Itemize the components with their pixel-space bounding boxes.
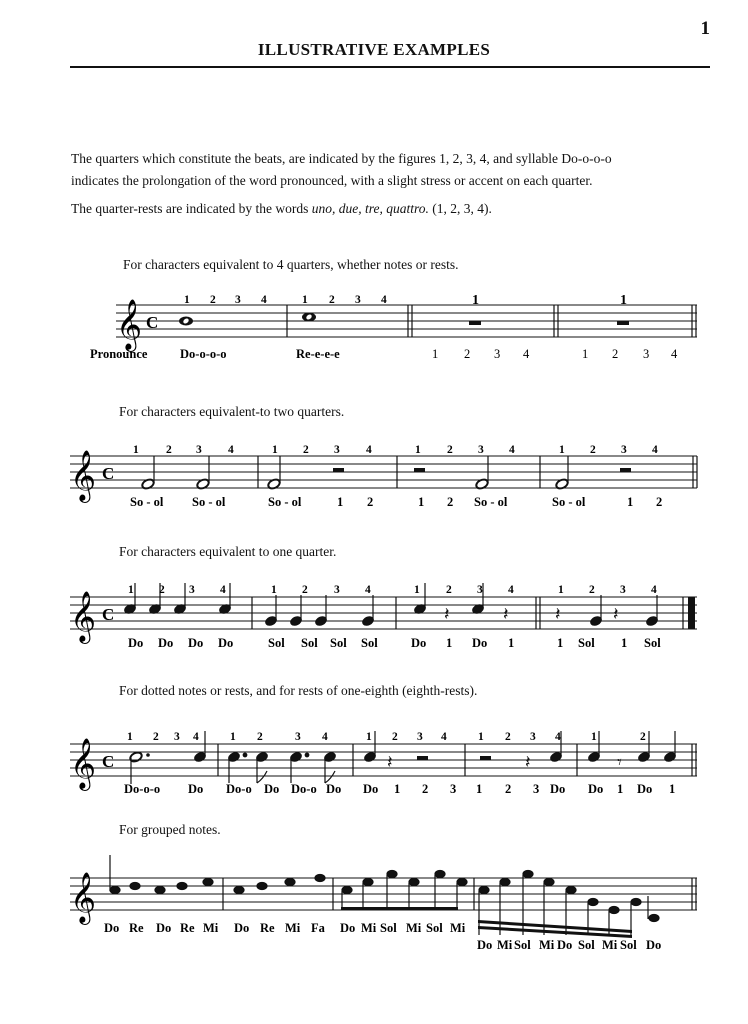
- beat-count: 4: [261, 294, 267, 306]
- syllable: So - ol: [130, 495, 164, 509]
- syllable: 1: [627, 495, 634, 509]
- staff-lines: [70, 597, 697, 629]
- beat-count: 1: [559, 444, 565, 456]
- staff-lines: [70, 456, 697, 488]
- beat-count: 2: [329, 294, 335, 306]
- syllable: Do: [340, 921, 356, 935]
- syllable: Do: [550, 782, 566, 796]
- quarter-rest-icon: 𝄽: [525, 752, 531, 772]
- syllable: Do: [477, 938, 493, 952]
- heading-rule: [70, 66, 710, 68]
- rests-text-prefix: The quarter-rests are indicated by the words: [71, 201, 312, 216]
- half-rest: [620, 468, 631, 472]
- syllable: Mi: [450, 921, 466, 935]
- syllable: 2: [464, 347, 471, 361]
- syllable: 1: [432, 347, 439, 361]
- quarter-rest-icon: 𝄽: [387, 752, 393, 772]
- syllable: 1: [621, 636, 628, 650]
- beat-count: 4: [381, 294, 387, 306]
- quarter-note: [173, 583, 186, 615]
- syllable: 3: [533, 782, 540, 796]
- syllable: 1: [557, 636, 564, 650]
- beat-count: 1: [415, 444, 421, 456]
- syllable: Do: [264, 782, 280, 796]
- beat-count: 1: [127, 731, 133, 743]
- syllable: Mi: [497, 938, 513, 952]
- beat-count: 2: [210, 294, 216, 306]
- beat-count: 1: [128, 584, 134, 596]
- syllable: Do: [158, 636, 174, 650]
- half-note: [267, 456, 281, 490]
- beat-count: 3: [355, 294, 361, 306]
- syllable: 1: [394, 782, 401, 796]
- beat-count: 1: [366, 731, 372, 743]
- half-note: [555, 456, 569, 490]
- beat-count: 3: [621, 444, 627, 456]
- syllable: Sol: [268, 636, 285, 650]
- syllable: 1: [582, 347, 589, 361]
- syllable: 1: [669, 782, 676, 796]
- syllable: Do-o-o-o: [180, 347, 227, 361]
- syllable: Do: [104, 921, 120, 935]
- syllable: 2: [612, 347, 619, 361]
- syllable: 2: [656, 495, 663, 509]
- beat-count-row: [184, 293, 627, 308]
- beat-count: 1: [478, 731, 484, 743]
- syllable: So - ol: [474, 495, 508, 509]
- syllable: Do-o-o: [124, 782, 161, 796]
- music-staff-example-3: [0, 578, 748, 653]
- example-caption: For characters equivalent to one quarter.: [119, 544, 337, 559]
- beat-count: 4: [555, 731, 561, 743]
- syllable: Do: [363, 782, 379, 796]
- beat-count: 3: [235, 294, 241, 306]
- beat-count: 2: [153, 731, 159, 743]
- syllable: 4: [671, 347, 678, 361]
- beat-count: 4: [220, 584, 226, 596]
- beat-count: 4: [509, 444, 515, 456]
- whole-note: [179, 317, 193, 326]
- beat-count: 3: [478, 444, 484, 456]
- syllable: 1: [446, 636, 453, 650]
- beat-count: 2: [589, 584, 595, 596]
- syllable: Do: [326, 782, 342, 796]
- beat-count: 1: [591, 731, 597, 743]
- staff-lines: [116, 305, 697, 337]
- syllable: Sol: [578, 636, 595, 650]
- treble-clef-icon: 𝄞: [70, 739, 97, 788]
- beat-count: 2: [447, 444, 453, 456]
- syllable: Do: [637, 782, 653, 796]
- syllable: So - ol: [268, 495, 302, 509]
- beat-count: 4: [193, 731, 199, 743]
- quarter-note: [264, 595, 277, 627]
- beat-count: 4: [365, 584, 371, 596]
- syllable: Do: [411, 636, 427, 650]
- syllable: Sol: [578, 938, 595, 952]
- page-number: 1: [700, 18, 710, 39]
- beat-count: 2: [303, 444, 309, 456]
- staff-lines: [70, 744, 697, 776]
- eighth-note: [323, 751, 336, 783]
- treble-clef-icon: 𝄞: [70, 451, 97, 500]
- intro-line-2: indicates the prolongation of the word pronounced, with a slight stress or accent on each quarter.: [71, 173, 593, 188]
- syllable: 3: [494, 347, 501, 361]
- beat-count: 1: [133, 444, 139, 456]
- dotted-quarter-note: [289, 751, 308, 783]
- staff-lines: [70, 878, 697, 910]
- beat-count: 1: [472, 293, 479, 308]
- syllable: Re: [129, 921, 144, 935]
- quarter-note: [663, 731, 676, 763]
- beat-count: 3: [334, 444, 340, 456]
- beat-count: 4: [441, 731, 447, 743]
- syllable: Do: [234, 921, 250, 935]
- syllable-row: [130, 495, 662, 509]
- common-time-icon: C: [102, 464, 115, 483]
- beat-count: 1: [230, 731, 236, 743]
- beat-count: 3: [189, 584, 195, 596]
- beat-count: 2: [166, 444, 172, 456]
- syllable: 3: [643, 347, 650, 361]
- syllable: Sol: [514, 938, 531, 952]
- syllable: Do: [646, 938, 662, 952]
- syllable: Do: [588, 782, 604, 796]
- syllable: 1: [508, 636, 515, 650]
- syllable: Mi: [361, 921, 377, 935]
- beat-count: 1: [272, 444, 278, 456]
- eighth-rest-icon: 𝄾: [617, 752, 622, 772]
- syllable: Sol: [361, 636, 378, 650]
- beat-count: 3: [417, 731, 423, 743]
- syllable: Sol: [330, 636, 347, 650]
- syllable: 1: [337, 495, 344, 509]
- syllable: Pronounce: [90, 347, 148, 361]
- intro-paragraph-beats: [71, 148, 711, 192]
- beat-count: 1: [558, 584, 564, 596]
- syllable: Sol: [644, 636, 661, 650]
- syllable: Sol: [380, 921, 397, 935]
- syllable: Do: [472, 636, 488, 650]
- syllable: Sol: [620, 938, 637, 952]
- beat-count: 2: [159, 584, 165, 596]
- syllable: So - ol: [552, 495, 586, 509]
- treble-clef-icon: 𝄞: [70, 592, 97, 641]
- quarter-note: [314, 595, 327, 627]
- beat-count: 1: [184, 294, 190, 306]
- beat-count: 3: [334, 584, 340, 596]
- syllable: Mi: [539, 938, 555, 952]
- syllable: 4: [523, 347, 530, 361]
- common-time-icon: C: [102, 605, 115, 624]
- syllable-row-lower: [477, 938, 661, 952]
- beat-count: 2: [392, 731, 398, 743]
- example-caption: For dotted notes or rests, and for rests of one-eighth (eighth-rests).: [119, 683, 478, 698]
- quarter-note: [289, 595, 302, 627]
- beat-count: 3: [174, 731, 180, 743]
- treble-clef-icon: 𝄞: [116, 300, 143, 349]
- syllable: Re: [180, 921, 195, 935]
- syllable-row-upper: [104, 921, 466, 935]
- half-note: [141, 456, 155, 490]
- beat-count: 3: [620, 584, 626, 596]
- beat-count: 3: [530, 731, 536, 743]
- page-heading: ILLUSTRATIVE EXAMPLES: [257, 40, 491, 59]
- rests-text-italic: uno, due, tre, quattro.: [311, 201, 429, 216]
- whole-rest: [469, 321, 481, 325]
- syllable: Mi: [203, 921, 219, 935]
- beat-count: 1: [271, 584, 277, 596]
- syllable: 1: [418, 495, 425, 509]
- quarter-rest-icon: 𝄽: [503, 604, 509, 624]
- dotted-quarter-note: [227, 751, 246, 783]
- syllable: Do: [218, 636, 234, 650]
- half-rest: [480, 756, 491, 760]
- whole-note: [302, 313, 316, 322]
- syllable: 2: [422, 782, 429, 796]
- quarter-note: [361, 595, 374, 627]
- intro-paragraph-rests: [71, 198, 711, 220]
- syllable: Re-e-e-e: [296, 347, 340, 361]
- syllable: Mi: [285, 921, 301, 935]
- beat-count: 4: [651, 584, 657, 596]
- half-rest: [414, 468, 425, 472]
- syllable: 1: [617, 782, 624, 796]
- syllable: Do-o: [291, 782, 317, 796]
- syllable: Sol: [301, 636, 318, 650]
- syllable-row: [128, 636, 661, 650]
- eighth-note-group: [110, 875, 325, 894]
- whole-rest: [617, 321, 629, 325]
- music-staff-example-1: [0, 285, 748, 370]
- syllable: Do: [128, 636, 144, 650]
- eighth-note: [255, 751, 268, 783]
- syllable: 1: [476, 782, 483, 796]
- music-staff-example-4: [0, 718, 748, 798]
- quarter-rest-icon: 𝄽: [444, 604, 450, 624]
- syllable: 3: [450, 782, 457, 796]
- syllable: 2: [505, 782, 512, 796]
- rests-text-suffix: (1, 2, 3, 4).: [428, 201, 492, 216]
- beat-count: 2: [257, 731, 263, 743]
- beat-count-row: [128, 584, 657, 596]
- beat-count-row: [133, 444, 658, 456]
- treble-clef-icon: 𝄞: [70, 873, 97, 922]
- intro-line-1: The quarters which constitute the beats, are indicated by the figures 1, 2, 3, 4, and syllable Do-o-o-o: [71, 151, 612, 166]
- syllable: 2: [367, 495, 374, 509]
- beat-count: 2: [446, 584, 452, 596]
- quarter-rest-icon: 𝄽: [555, 604, 561, 624]
- syllable: 2: [447, 495, 454, 509]
- beat-count: 3: [295, 731, 301, 743]
- syllable-row: [124, 782, 675, 796]
- syllable: So - ol: [192, 495, 226, 509]
- syllable: Do: [188, 636, 204, 650]
- beat-count: 4: [366, 444, 372, 456]
- dotted-half-note: [129, 751, 150, 784]
- beat-count: 4: [322, 731, 328, 743]
- sixteenth-note-group: [341, 871, 467, 911]
- beat-count: 2: [640, 731, 646, 743]
- beat-count: 4: [652, 444, 658, 456]
- music-staff-example-5: [0, 855, 748, 960]
- final-barline: [688, 597, 695, 629]
- beat-count: 4: [228, 444, 234, 456]
- syllable: Do: [156, 921, 172, 935]
- example-caption: For grouped notes.: [119, 822, 221, 837]
- beat-count: 2: [590, 444, 596, 456]
- syllable: Fa: [311, 921, 325, 935]
- syllable: Mi: [406, 921, 422, 935]
- half-note: [475, 456, 489, 490]
- half-note: [196, 456, 210, 490]
- syllable: Do: [557, 938, 573, 952]
- example-caption: For characters equivalent to 4 quarters, whether notes or rests.: [123, 257, 459, 272]
- beat-count: 1: [414, 584, 420, 596]
- common-time-icon: C: [102, 752, 115, 771]
- beat-count: 3: [477, 584, 483, 596]
- quarter-rest-icon: 𝄽: [613, 604, 619, 624]
- syllable: Mi: [602, 938, 618, 952]
- syllable-row: [90, 347, 678, 361]
- half-rest: [417, 756, 428, 760]
- syllable: Do: [188, 782, 204, 796]
- beat-count: 4: [508, 584, 514, 596]
- beat-count: 2: [302, 584, 308, 596]
- beat-count: 1: [620, 293, 627, 308]
- music-staff-example-2: [0, 438, 748, 513]
- quarter-note: [589, 595, 602, 627]
- syllable: Sol: [426, 921, 443, 935]
- thirty-second-note-group: [478, 871, 659, 939]
- quarter-note: [645, 595, 658, 627]
- beat-count: 2: [505, 731, 511, 743]
- common-time-icon: C: [146, 313, 159, 332]
- half-rest: [333, 468, 344, 472]
- beat-count: 1: [302, 294, 308, 306]
- example-caption: For characters equivalent-to two quarters.: [119, 404, 345, 419]
- syllable: Re: [260, 921, 275, 935]
- syllable: Do-o: [226, 782, 252, 796]
- beat-count: 3: [196, 444, 202, 456]
